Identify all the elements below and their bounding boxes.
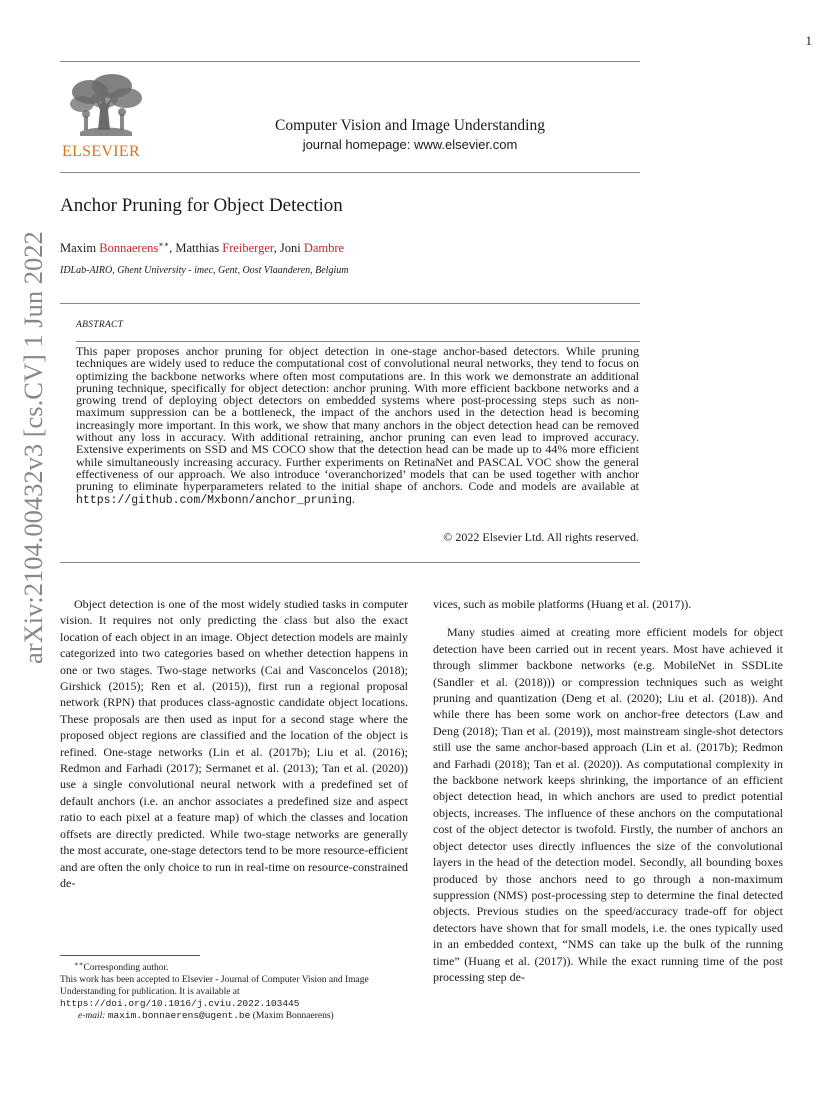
abstract-top-rule: [60, 303, 640, 304]
affiliation: IDLab-AIRO, Ghent University - imec, Gent, Oost Vlaanderen, Belgium: [60, 265, 349, 276]
abstract-end: .: [352, 491, 356, 506]
elsevier-logo: [60, 70, 150, 162]
footnote-email: [60, 1010, 410, 1022]
paragraph: Object detection is one of the most widely studied tasks in computer vision. It requires not only predicting the class but also the exact location of each object in an image. Object detection models are mainly categorized into two categories based on whether detection happens in one or two stages. Two-stage networks (Cai and Vasconcelos (2018); Girshick (2015); Ren et al. (2015)), first run a regional proposal network (RPN) that produces class-agnostic candidate object locations. These proposals are then used as input for a second stage where the proposed object regions are classified and the location of the object is refined. One-stage networks (Lin et al. (2017b); Liu et al. (2016); Redmon and Farhadi (2017); Sermanet et al. (2013); Tan et al. (2020)) use a single convolutional neural network with a predefined set of default anchors (i.e. an anchor associates a predefined size and aspect ratio to each pixel at a feature map) of which the classes and location offsets are directly predicted. While two-stage networks are generally the most accurate, one-stage detectors tend to be more resource-efficient and are often the only choice to run in real-time on resource-constrained de-: [60, 597, 408, 890]
footnote-text: Corresponding author.: [83, 963, 169, 974]
body-right-column: [433, 596, 783, 985]
abstract-bottom-rule: [60, 562, 640, 563]
email-address[interactable]: maxim.bonnaerens@ugent.be: [107, 1010, 251, 1022]
paragraph: Many studies aimed at creating more efficient models for object detection have been carried out in recent years. Most have achieved it through slimmer backbone networks (e.g. MobileNet in SSDLite (Sandler et al. (2018))) or compression techniques such as weight pruning and quantization (Deng et al. (2020); Liu et al. (2018)). And while there has been some work on anchor-free detectors (Law and Deng (2018); Tian et al. (2019)), most mainstream single-shot detectors still use the same anchor-based approach (Lin et al. (2017b); Redmon and Farhadi (2018); Tan et al. (2020)). As computational complexity in the backbone network keeps shrinking, the importance of an efficient object detection head, in which anchors are used to predict potential objects, increases. The influence of these anchors on the computational cost of the object detector is twofold. Firstly, the number of anchors an object detector uses directly influences the size of the convolutional layers in the head of the detection model. Secondly, all bounding boxes produced by those anchors need to go through a non-maximum suppression (NMS) post-processing step to determine the final detected objects. Previous studies on the speed/accuracy trade-off for object detectors have shown that for small models, i.e. the ones typically used in an embedded context, “NMS can take up the bulk of the running time” (Huang et al. (2017)). While the exact running time of the post processing step de-: [433, 625, 783, 984]
footnotes: [60, 958, 410, 1022]
footnote-text: This work has been accepted to Elsevier - Journal of Computer Vision and Image Understanding for publication. It is available at: [60, 975, 369, 998]
doi-link[interactable]: https://doi.org/10.1016/j.cviu.2022.103445: [60, 998, 300, 1010]
body-left-column: [60, 596, 408, 891]
author-list: [60, 240, 344, 256]
header-top-rule: [60, 61, 640, 62]
email-name: (Maxim Bonnaerens): [252, 1011, 334, 1022]
code-link[interactable]: https://github.com/Mxbonn/anchor_pruning: [76, 493, 353, 507]
corresponding-mark: ∗∗: [158, 240, 170, 249]
journal-homepage: journal homepage: www.elsevier.com: [302, 137, 518, 152]
abstract-label: ABSTRACT: [76, 320, 124, 330]
email-label: e-mail:: [78, 1011, 106, 1022]
journal-title: Computer Vision and Image Understanding: [275, 117, 545, 134]
elsevier-wordmark: ELSEVIER: [62, 143, 140, 160]
paragraph: vices, such as mobile platforms (Huang et al. (2017)).: [433, 597, 692, 611]
copyright: © 2022 Elsevier Ltd. All rights reserved.: [443, 530, 639, 544]
abstract-text: [76, 345, 639, 507]
arxiv-identifier: arXiv:2104.00432v3 [cs.CV] 1 Jun 2022: [18, 231, 48, 664]
author-separator: , Joni: [273, 241, 304, 256]
footnote-rule: [60, 955, 200, 956]
title-rule: [60, 172, 640, 173]
abstract-label-rule: [76, 341, 640, 342]
author-separator: , Matthias: [169, 241, 223, 256]
footnote-mark: ∗∗: [74, 960, 84, 968]
arxiv-stamp: [0, 0, 50, 1104]
author-surname: Dambre: [303, 241, 345, 256]
page-number: 1: [805, 33, 812, 48]
author-surname: Bonnaerens: [99, 241, 159, 256]
paper-title: Anchor Pruning for Object Detection: [60, 195, 343, 216]
author-surname: Freiberger: [222, 241, 274, 256]
footnote-corresponding: [60, 958, 410, 974]
abstract-body: This paper proposes anchor pruning for object detection in one-stage anchor-based detectors. While pruning techniques are widely used to reduce the computational cost of convolutional neural networks, they tend to focus on optimizing the backbone networks where often most computations are. In this work we demonstrate an additional pruning technique, specifically for object detection: anchor pruning. With more efficient backbone networks and a growing trend of deploying object detectors on embedded systems where post-processing steps such as non-maximum suppression can be a bottleneck, the impact of the anchors used in the detection head is becoming increasingly more important. In this work, we show that many anchors in the object detection head can be removed without any loss in accuracy. With additional retraining, anchor pruning can even lead to improved accuracy. Extensive experiments on SSD and MS COCO show that the detection head can be made up to 44% more efficient while simultaneously increasing accuracy. Further experiments on RetinaNet and PASCAL VOC show the general effectiveness of our approach. We also introduce ‘overanchorized’ models that can be used together with anchor pruning to eliminate hyperparameters related to the initial shape of anchors. Code and models are available at: [76, 344, 639, 494]
footnote-acceptance: [60, 974, 410, 1010]
author-first-name: Maxim: [60, 241, 100, 256]
